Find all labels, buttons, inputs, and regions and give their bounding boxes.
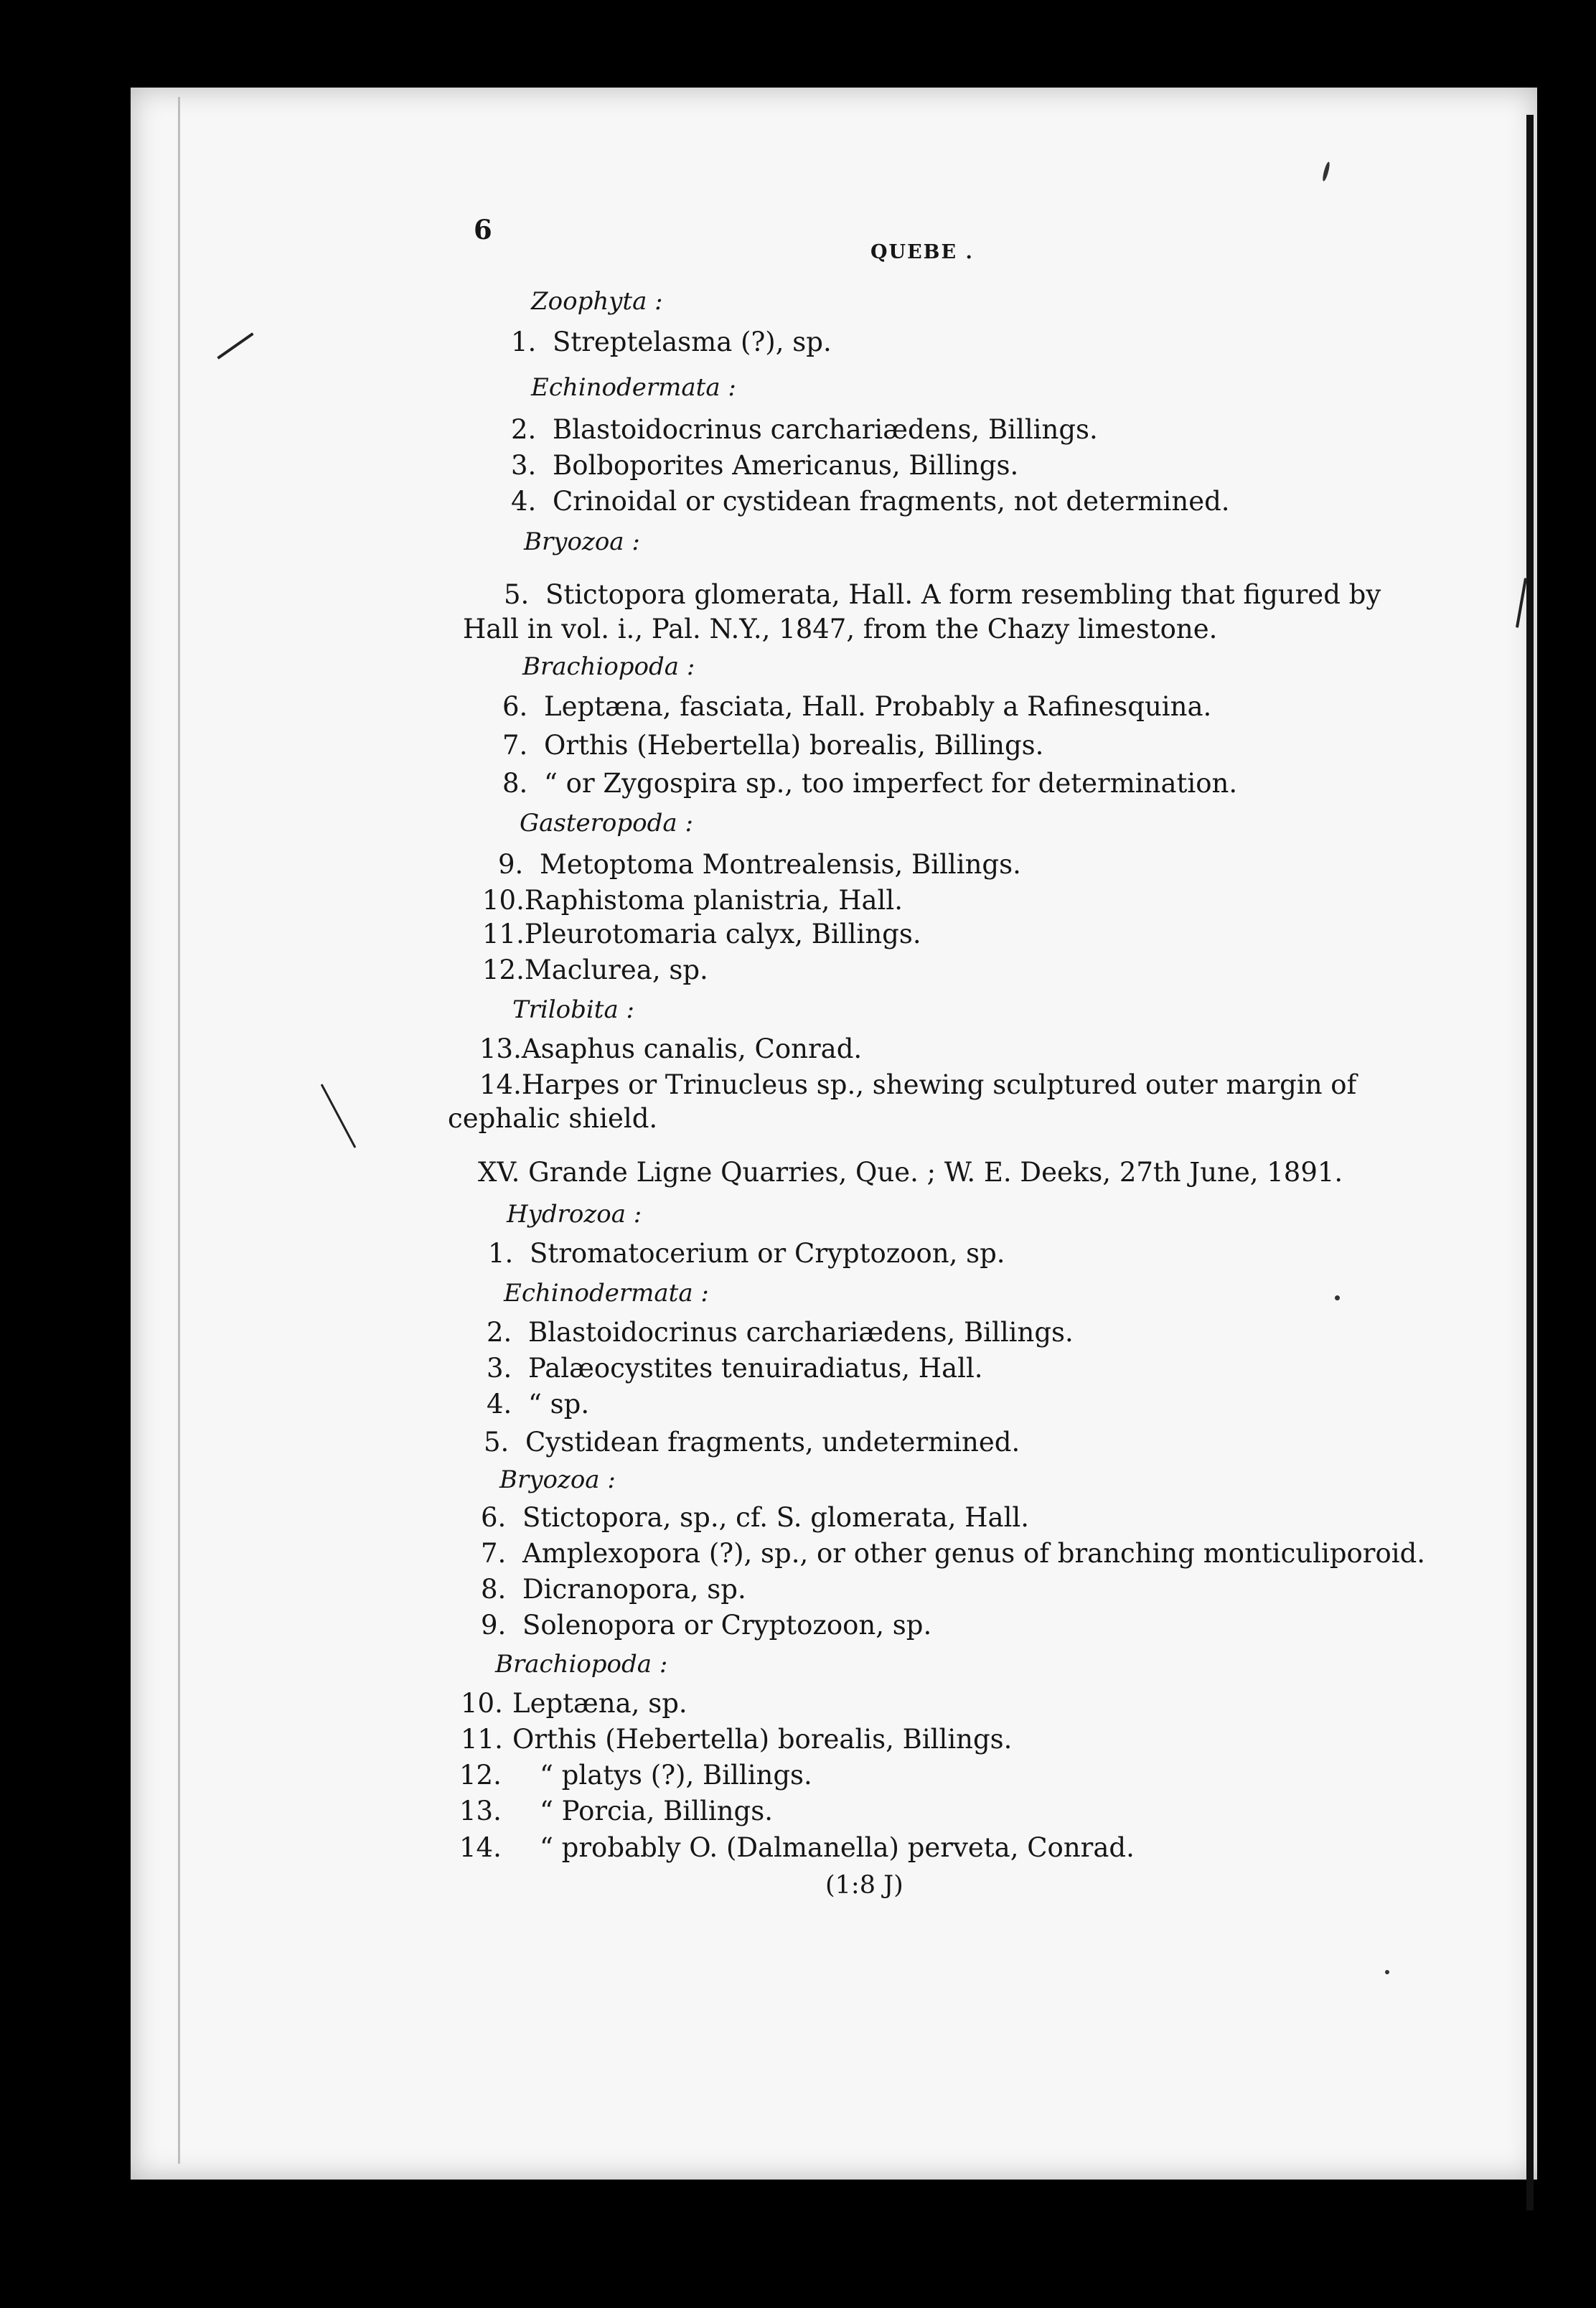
list-item: 2. Blastoidocrinus carchariædens, Billings. [487,1317,1074,1348]
list-item: 13.Asaphus canalis, Conrad. [479,1033,863,1064]
list-item: 1. Stromatocerium or Cryptozoon, sp. [488,1238,1005,1269]
list-item: 5. Stictopora glomerata, Hall. A form resembling that figured by [504,579,1381,610]
group-heading: Bryozoa : [524,527,640,556]
list-item: 11.Pleurotomaria calyx, Billings. [482,919,921,949]
list-item: 9. Solenopora or Cryptozoon, sp. [481,1610,932,1641]
list-item: 12.Maclurea, sp. [482,954,708,985]
page-number: 6 [474,214,492,245]
book-spine-edge [1526,115,1534,2210]
list-item-continuation: cephalic shield. [448,1103,658,1134]
scanned-page [131,88,1537,2180]
list-item: 11. Orthis (Hebertella) borealis, Billings. [461,1724,1013,1755]
group-heading: Zoophyta : [531,287,663,316]
list-item: 10.Raphistoma planistria, Hall. [482,885,903,916]
group-heading: Trilobita : [512,995,634,1024]
group-heading: Hydrozoa : [507,1200,642,1229]
group-heading: Brachiopoda : [495,1650,668,1679]
list-item: 3. Bolboporites Americanus, Billings. [511,450,1019,481]
list-item: 5. Cystidean fragments, undetermined. [484,1427,1020,1458]
list-item: 8. “ or Zygospira sp., too imperfect for determination. [502,768,1238,799]
list-item: 9. Metoptoma Montrealensis, Billings. [498,849,1021,880]
ink-speck [1385,1970,1389,1974]
list-item: 7. Orthis (Hebertella) borealis, Billings. [502,730,1044,761]
locality-heading: XV. Grande Ligne Quarries, Que. ; W. E. Deeks, 27th June, 1891. [478,1157,1343,1188]
list-item-continuation: Hall in vol. i., Pal. N.Y., 1847, from the Chazy limestone. [463,614,1218,644]
group-heading: Gasteropoda : [520,809,693,838]
ink-speck [1335,1295,1340,1300]
running-title: QUEBE . [870,241,974,263]
list-item: 4. “ sp. [487,1389,590,1420]
list-item: 4. Crinoidal or cystidean fragments, not determined. [511,486,1230,517]
list-item: 6. Leptæna, fasciata, Hall. Probably a Rafinesquina. [502,691,1212,722]
group-heading: Brachiopoda : [522,652,695,681]
group-heading: Bryozoa : [499,1465,616,1494]
list-item: 2. Blastoidocrinus carchariædens, Billings. [511,414,1098,445]
list-item: 3. Palæocystites tenuiradiatus, Hall. [487,1353,983,1384]
page-edge-line [178,97,180,2164]
list-item: 14. “ probably O. (Dalmanella) perveta, Conrad. [459,1832,1135,1863]
list-item: 6. Stictopora, sp., cf. S. glomerata, Hall. [481,1502,1029,1533]
group-heading: Echinodermata : [504,1279,709,1308]
list-item: 1. Streptelasma (?), sp. [511,327,832,357]
list-item: 13. “ Porcia, Billings. [459,1796,773,1826]
list-item: 8. Dicranopora, sp. [481,1574,746,1605]
list-item: 7. Amplexopora (?), sp., or other genus of branching monticuliporoid. [481,1538,1426,1569]
list-item: 14.Harpes or Trinucleus sp., shewing sculptured outer margin of [479,1069,1357,1100]
list-item: 12. “ platys (?), Billings. [459,1760,812,1791]
signature-mark: (1:8 J) [825,1871,903,1900]
group-heading: Echinodermata : [531,373,736,402]
list-item: 10. Leptæna, sp. [461,1688,687,1719]
